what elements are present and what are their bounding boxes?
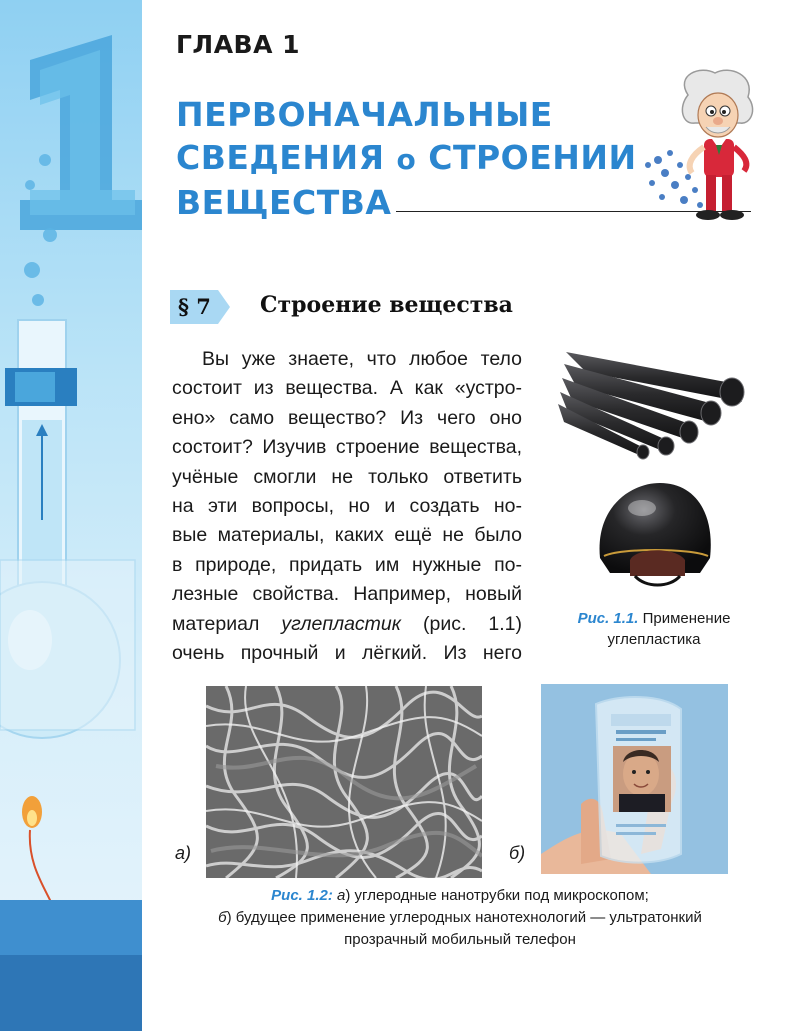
figure-1-1-caption	[556, 608, 752, 650]
chapter-title-line-2-part-b: о	[396, 143, 417, 176]
figure-1-2-label: Рис. 1.2	[271, 887, 328, 904]
chapter-label: ГЛАВА 1	[176, 30, 301, 59]
body-line-11: очень прочный и лёгкий. Из него	[172, 641, 522, 664]
body-line-6: на эти вопросы, но и создать но-	[172, 494, 522, 517]
side-strip-illustration	[0, 0, 142, 1031]
figure-1-2-colon: :	[327, 887, 338, 904]
body-line-8: в природе, придать им нужные по-	[172, 553, 522, 576]
term-carbon-fiber: углепластик	[281, 612, 401, 635]
figure-1-2-part-a-letter: а	[337, 887, 346, 904]
body-line-3: ено» само вещество? Из чего оно	[172, 406, 522, 429]
figure-1-2-part-b-text-2: прозрачный мобильный телефон	[344, 931, 576, 948]
body-line-2: состоит из вещества. А как «устро-	[172, 377, 522, 400]
chapter-title-line-1: ПЕРВОНАЧАЛЬНЫЕ	[176, 95, 553, 134]
figure-1-2-part-a-text: ) углеродные нанотрубки под микроскопом;	[345, 887, 649, 904]
transparent-phone-image	[541, 684, 728, 874]
body-line-5: учёные смогли не только ответить	[172, 465, 522, 488]
body-line-1: Вы уже знаете, что любое тело	[202, 348, 522, 370]
beaker-graphic	[0, 560, 135, 730]
burner-graphic	[0, 796, 142, 1031]
carbon-fiber-tubes-image	[556, 342, 752, 460]
chapter-title-line-3: ВЕЩЕСТВА	[176, 183, 392, 222]
section-number: § 7	[178, 294, 211, 319]
chapter-title-line-2	[176, 136, 696, 181]
chapter-title-line-2-part-c: СТРОЕНИИ	[416, 138, 637, 177]
body-line-9: лезные свойства. Например, новый	[172, 583, 522, 606]
decorative-side-strip	[0, 0, 142, 1031]
chapter-title-line-2-part-a: СВЕДЕНИЯ	[176, 138, 397, 177]
chapter-title	[176, 93, 696, 224]
figure-1-1-label: Рис. 1.1.	[577, 610, 639, 627]
figure-1-1-text-b: углепластика	[607, 631, 701, 648]
body-line-10-part-b: (рис. 1.1)	[400, 612, 522, 635]
section-title: Строение вещества	[260, 292, 513, 318]
figure-1-2-part-b-text: ) будущее применение углеродных нанотехнологий — ультратонкий	[226, 909, 702, 926]
scientist-mascot-icon	[640, 65, 770, 225]
transparent-phone-illustration	[541, 684, 728, 874]
figure-1-2-part-b-letter: б	[218, 909, 227, 926]
figure-1-2-letter-a: а)	[175, 843, 192, 863]
body-line-10	[172, 610, 522, 639]
body-line-7: вые материалы, каких ещё не было	[172, 524, 522, 547]
body-line-4: состоит? Изучив строение вещества,	[172, 436, 522, 459]
body-line-10-part-a: материал	[172, 612, 282, 635]
section-number-badge	[170, 290, 232, 324]
figure-1-1-text-a: Применение	[638, 610, 731, 627]
body-paragraph	[172, 345, 522, 668]
nanotubes-texture	[206, 686, 482, 878]
numeral-one-graphic	[20, 35, 142, 230]
carbon-fiber-helmet-image	[590, 478, 720, 596]
nanotubes-micrograph-image	[206, 686, 482, 878]
figure-1-2-letter-b: б)	[509, 843, 526, 863]
figure-1-2-caption	[150, 885, 770, 951]
